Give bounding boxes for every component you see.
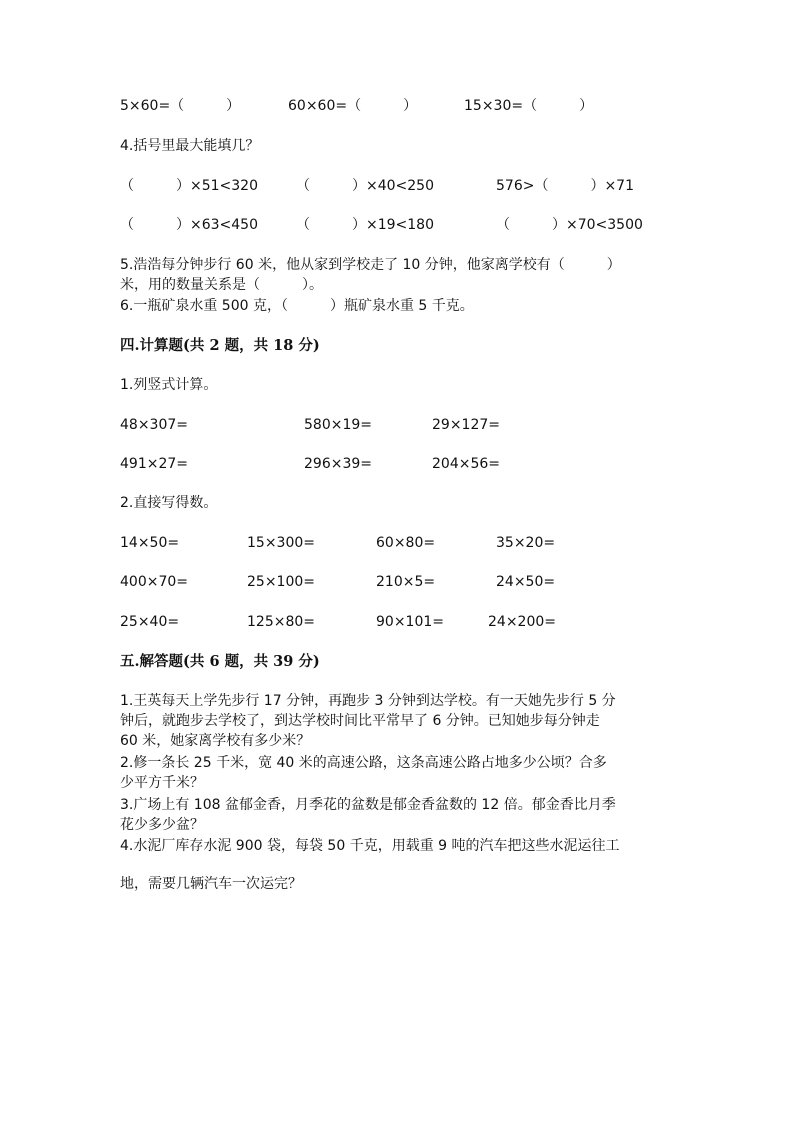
s5-q1-line: 60 米，她家离学校有多少米？ [120,733,311,749]
s5-q2-line: 少平方千米？ [120,775,204,791]
s5-q3-line: 花少多少盆？ [120,817,204,833]
calc-item: 48×307= [120,417,188,433]
q4-item-3: 576>（ ）×71 [496,178,634,194]
calc-item: 296×39= [304,456,372,472]
oral-item: 14×50= [120,535,180,551]
s5-q1-line: 1.王英每天上学先步行 17 分钟，再跑步 3 分钟到达学校。有一天她先步行 5 分 [120,693,616,709]
oral-item: 25×100= [247,574,315,590]
calc-item: 29×127= [432,417,500,433]
s5-q3-line: 3.广场上有 108 盆郁金香，月季花的盆数是郁金香盆数的 12 倍。郁金香比月季 [120,797,616,813]
calc-item: 580×19= [304,417,372,433]
q4-item-1: （ ）×51<320 [120,178,258,194]
oral-item: 24×200= [488,614,556,630]
fill-item-2: 60×60=（ ） [288,98,418,114]
q4-item-6: （ ）×70<3500 [496,217,643,233]
s5-q2-line: 2.修一条长 25 千米，宽 40 米的高速公路，这条高速公路占地多少公顷？合多 [120,755,607,771]
q4-item-4: （ ）×63<450 [120,217,258,233]
oral-item: 24×50= [496,574,556,590]
q4-item-5: （ ）×19<180 [296,217,434,233]
q4-item-2: （ ）×40<250 [296,178,434,194]
oral-item: 35×20= [496,535,556,551]
calc-item: 204×56= [432,456,500,472]
s5-q4-line: 地，需要几辆汽车一次运完？ [120,876,302,892]
s5-q1-line: 钟后，就跑步去学校了，到达学校时间比平常早了 6 分钟。已知她步每分钟走 [120,713,600,729]
oral-item: 400×70= [120,574,188,590]
oral-item: 25×40= [120,614,180,630]
q5-line-1: 5.浩浩每分钟步行 60 米，他从家到学校走了 10 分钟，他家离学校有（ ） [120,257,621,273]
s5-q4-line: 4.水泥厂库存水泥 900 袋，每袋 50 千克，用载重 9 吨的汽车把这些水泥运往工 [120,838,620,854]
q4-title: 4.括号里最大能填几？ [120,138,260,154]
fill-item-3: 15×30=（ ） [464,98,594,114]
section4-p1-title: 1.列竖式计算。 [120,377,218,393]
oral-item: 210×5= [376,574,436,590]
section4-heading: 四.计算题(共 2 题，共 18 分) [120,337,320,354]
calc-item: 491×27= [120,456,188,472]
oral-item: 125×80= [247,614,315,630]
oral-item: 90×101= [376,614,444,630]
section5-heading: 五.解答题(共 6 题，共 39 分) [120,653,320,670]
fill-item-1: 5×60=（ ） [120,98,241,114]
q5-line-2: 米，用的数量关系是（ ）。 [120,277,323,293]
q6-text: 6.一瓶矿泉水重 500 克，（ ）瓶矿泉水重 5 千克。 [120,298,474,314]
section4-p2-title: 2.直接写得数。 [120,495,218,511]
oral-item: 15×300= [247,535,315,551]
oral-item: 60×80= [376,535,436,551]
